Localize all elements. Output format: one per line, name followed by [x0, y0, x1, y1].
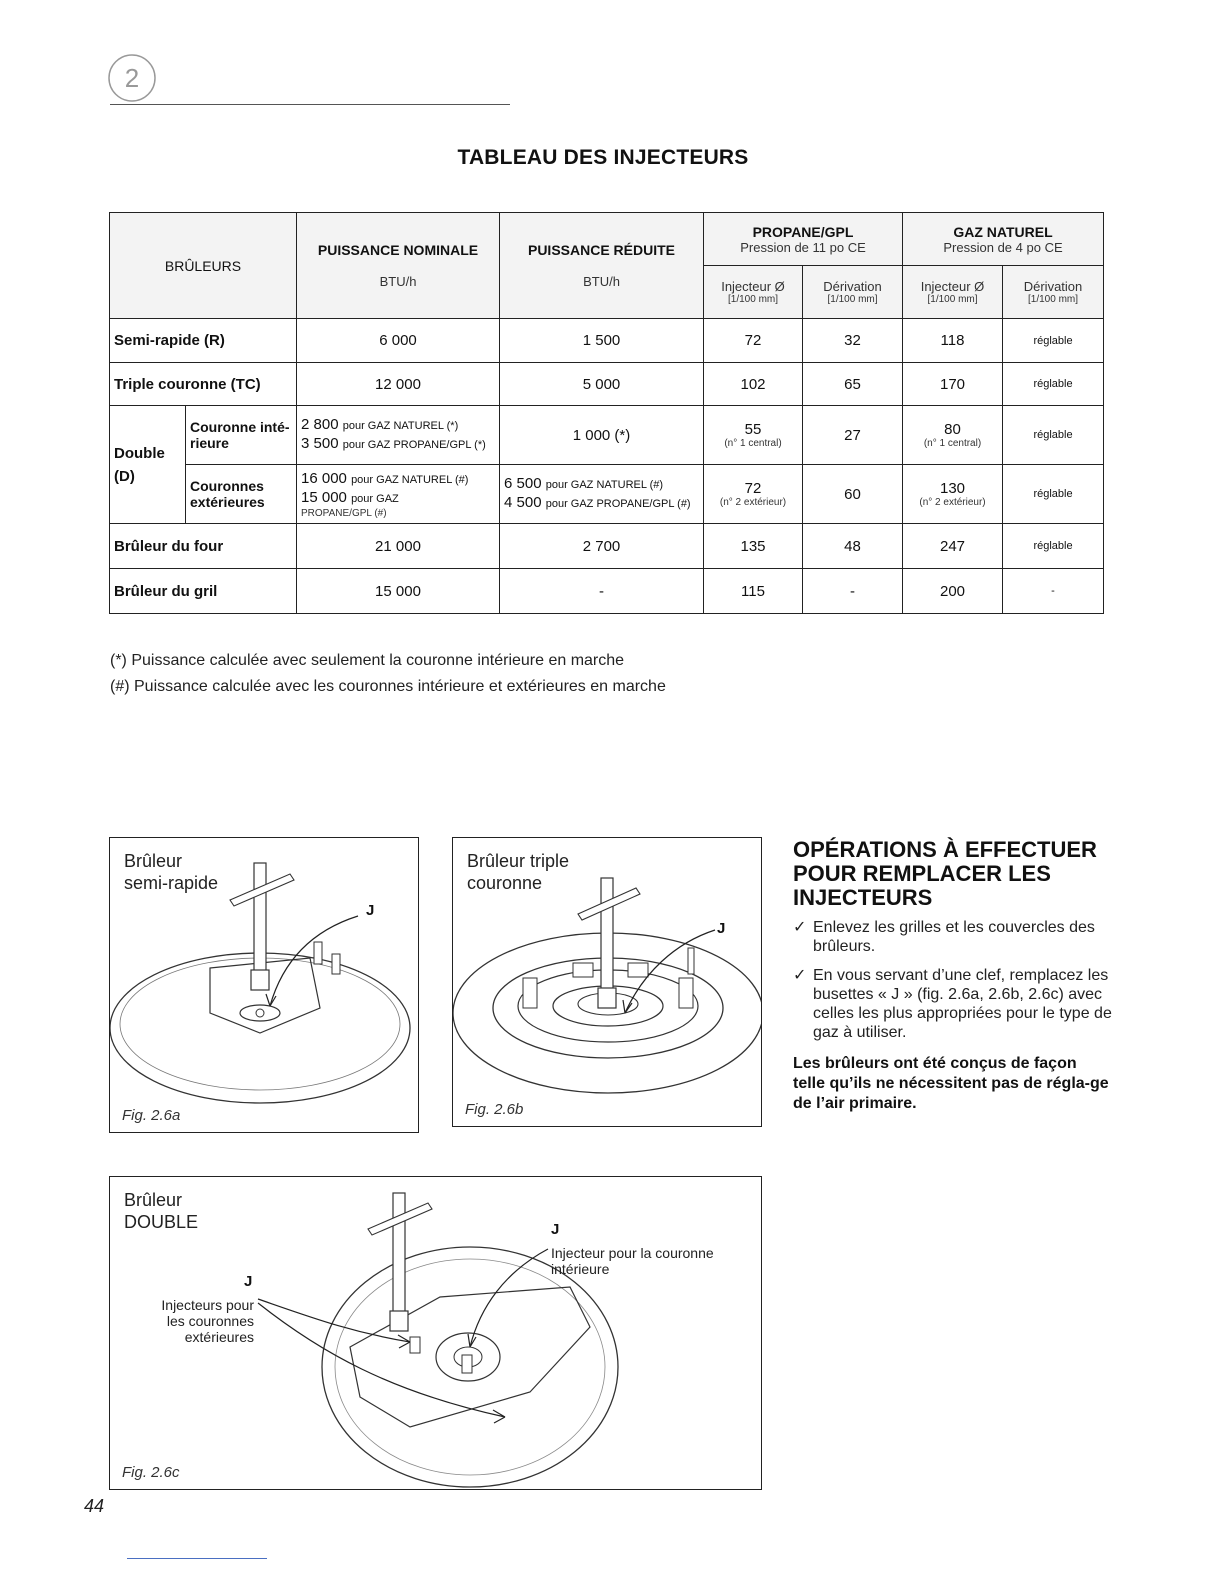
chapter-number: 2: [124, 63, 140, 93]
cell-nominal: 21 000: [297, 524, 500, 569]
note-star: (*) Puissance calculée avec seulement la couronne intérieure en marche: [110, 652, 625, 669]
value-note: (n° 2 extérieur): [719, 497, 787, 508]
chapter-rule: [110, 104, 510, 105]
figure-c-j-left: J: [244, 1273, 253, 1290]
cell-nominal: 15 000: [297, 569, 500, 614]
figure-c-right-label-1: Injecteur pour la couronne: [551, 1245, 714, 1261]
value: 2 800: [301, 416, 339, 433]
note-hash: (#) Puissance calculée avec les couronnes intérieure et extérieures en marche: [110, 678, 666, 695]
row-label-double-1: Double: [114, 444, 165, 462]
row-label: Brûleur du gril: [110, 569, 297, 614]
figure-2-6a: [109, 837, 419, 1133]
header-propane-bypass: [803, 266, 903, 319]
figure-b-j-label: J: [717, 920, 726, 937]
list-item: [793, 918, 1113, 956]
cell-natural-injector: 170: [903, 363, 1003, 406]
figure-c-right-label: [551, 1245, 714, 1277]
figure-c-left-label-2: les couronnes: [166, 1313, 254, 1329]
cell-propane-injector: 72: [704, 319, 803, 363]
row-sublabel-outer: Couronnes extérieures: [186, 465, 297, 524]
table-row: [110, 406, 1104, 465]
value: 4 500: [504, 494, 542, 511]
figure-c-left-label: [130, 1297, 254, 1345]
value-note: pour GAZ NATUREL (#): [351, 473, 469, 486]
footer-rule: [127, 1558, 267, 1559]
header-nominal-unit: BTU/h: [379, 274, 417, 289]
cell-propane-injector: [704, 465, 803, 524]
cell-reduced: 5 000: [500, 363, 704, 406]
cell-propane-injector: 135: [704, 524, 803, 569]
value-note: pour GAZ PROPANE/GPL (*): [342, 439, 486, 451]
cell-propane-injector: 102: [704, 363, 803, 406]
header-propane-bypass-unit: [1/100 mm]: [827, 294, 878, 305]
value-note: pour GAZ NATUREL (#): [545, 479, 664, 491]
header-natural-bypass-label: Dérivation: [1023, 279, 1083, 294]
cell-natural-bypass: -: [1003, 569, 1104, 614]
header-burners: BRÛLEURS: [110, 213, 297, 319]
row-label-double-2: (D): [114, 467, 135, 485]
step-text: Enlevez les grilles et les couvercles des brûleurs.: [813, 919, 1095, 955]
figure-a-title: [124, 850, 218, 894]
cell-natural-bypass: réglable: [1003, 465, 1104, 524]
header-nominal: [297, 213, 500, 319]
figure-b-title-2: couronne: [467, 873, 543, 893]
header-nominal-label: PUISSANCE NOMINALE: [317, 242, 479, 258]
value: 6 500: [504, 475, 542, 492]
operations-title: [793, 838, 1113, 910]
header-propane-injector-label: Injecteur Ø: [721, 279, 785, 294]
cell-propane-injector: [704, 406, 803, 465]
value: 130: [939, 480, 966, 497]
cell-natural-bypass: réglable: [1003, 406, 1104, 465]
operations-title-3: INJECTEURS: [793, 885, 933, 910]
operations-note: Les brûleurs ont été conçus de façon telle qu’ils ne nécessitent pas de régla-ge de l’air primaire.: [793, 1055, 1109, 1112]
value: 72: [744, 480, 762, 497]
value: 16 000: [301, 469, 347, 487]
header-propane-label: PROPANE/GPL: [752, 223, 854, 240]
operations-title-1: OPÉRATIONS À EFFECTUER: [793, 837, 1097, 862]
list-item: [793, 966, 1113, 1042]
header-natural: [903, 213, 1104, 266]
cell-propane-injector: 115: [704, 569, 803, 614]
cell-reduced: 2 700: [500, 524, 704, 569]
check-icon: ✓: [793, 967, 807, 984]
value-note: PROPANE/GPL (#): [301, 507, 387, 519]
header-propane-injector: [704, 266, 803, 319]
cell-natural-injector: 200: [903, 569, 1003, 614]
header-reduced-label: PUISSANCE RÉDUITE: [527, 242, 676, 258]
value-note: (n° 2 extérieur): [919, 497, 986, 508]
table-notes: [110, 648, 666, 700]
cell-nominal: [297, 406, 500, 465]
cell-natural-injector: 118: [903, 319, 1003, 363]
figure-a-j-label: J: [366, 902, 375, 919]
figure-c-right-label-2: intérieure: [551, 1261, 610, 1277]
cell-propane-bypass: 32: [803, 319, 903, 363]
table-title: TABLEAU DES INJECTEURS: [457, 146, 749, 169]
figure-a-title-1: Brûleur: [124, 851, 183, 871]
figure-c-j-right: J: [551, 1221, 560, 1238]
header-reduced-unit: BTU/h: [583, 274, 620, 289]
value: 15 000: [301, 488, 347, 506]
row-label: Semi-rapide (R): [110, 319, 297, 363]
header-reduced: [500, 213, 704, 319]
row-label: Triple couronne (TC): [110, 363, 297, 406]
header-natural-injector-unit: [1/100 mm]: [927, 294, 978, 305]
header-natural-injector-label: Injecteur Ø: [920, 279, 985, 294]
cell-reduced: 1 500: [500, 319, 704, 363]
table-row: [110, 524, 1104, 569]
header-natural-pressure: Pression de 4 po CE: [943, 239, 1063, 255]
figure-2-6c: [109, 1176, 762, 1490]
figure-c-title-1: Brûleur: [124, 1190, 183, 1210]
header-propane: [704, 213, 903, 266]
cell-nominal: 6 000: [297, 319, 500, 363]
row-label-double: [110, 406, 186, 524]
value: 55: [744, 421, 762, 438]
chapter-number-badge: [106, 52, 158, 104]
check-icon: ✓: [793, 919, 807, 936]
value: 3 500: [301, 435, 339, 452]
figure-c-left-label-3: extérieures: [184, 1329, 254, 1345]
cell-natural-injector: [903, 406, 1003, 465]
figure-c-left-label-1: Injecteurs pour: [161, 1297, 254, 1313]
step-text: En vous servant d’une clef, remplacez les busettes « J » (fig. 2.6a, 2.6b, 2.6c) avec celles les plus appropriées pour le type de gaz à utiliser.: [813, 967, 1112, 1041]
operations-title-2: POUR REMPLACER LES: [793, 861, 1051, 886]
injector-table: [109, 212, 1104, 614]
operations-steps: [793, 918, 1113, 1052]
cell-nominal: 12 000: [297, 363, 500, 406]
cell-propane-bypass: 60: [803, 465, 903, 524]
header-propane-bypass-label: Dérivation: [823, 279, 882, 294]
cell-natural-injector: 247: [903, 524, 1003, 569]
cell-propane-bypass: -: [803, 569, 903, 614]
page-number: 44: [84, 1496, 105, 1516]
figure-a-title-2: semi-rapide: [124, 873, 219, 893]
cell-natural-bypass: réglable: [1003, 319, 1104, 363]
header-natural-injector: [903, 266, 1003, 319]
header-natural-label: GAZ NATUREL: [953, 223, 1053, 240]
cell-reduced: [500, 465, 704, 524]
value-note: pour GAZ NATUREL (*): [342, 420, 459, 432]
header-natural-bypass: [1003, 266, 1104, 319]
table-row: [110, 319, 1104, 363]
table-row: [110, 465, 1104, 524]
header-natural-bypass-unit: [1/100 mm]: [1027, 294, 1079, 305]
figure-2-6b: [452, 837, 762, 1127]
cell-reduced: 1 000 (*): [500, 406, 704, 465]
row-label: Brûleur du four: [110, 524, 297, 569]
cell-natural-injector: [903, 465, 1003, 524]
value-note: (n° 1 central): [724, 438, 782, 449]
row-sublabel-inner: Couronne inté-rieure: [186, 406, 297, 465]
cell-nominal: [297, 465, 500, 524]
cell-reduced: -: [500, 569, 704, 614]
figure-c-title: [124, 1189, 198, 1233]
figure-c-caption: Fig. 2.6c: [122, 1464, 180, 1481]
value-note: pour GAZ PROPANE/GPL (#): [545, 498, 691, 510]
cell-propane-bypass: 48: [803, 524, 903, 569]
figure-c-title-2: DOUBLE: [124, 1212, 199, 1232]
cell-propane-bypass: 65: [803, 363, 903, 406]
header-propane-injector-unit: [1/100 mm]: [727, 294, 779, 305]
figure-b-title-1: Brûleur triple: [467, 851, 570, 871]
cell-natural-bypass: réglable: [1003, 363, 1104, 406]
table-row: [110, 569, 1104, 614]
value: 80: [944, 421, 961, 438]
value-note: (n° 1 central): [923, 438, 982, 449]
figure-b-caption: Fig. 2.6b: [465, 1101, 524, 1118]
header-propane-pressure: Pression de 11 po CE: [740, 239, 866, 255]
cell-propane-bypass: 27: [803, 406, 903, 465]
value-note: pour GAZ: [351, 492, 399, 505]
cell-natural-bypass: réglable: [1003, 524, 1104, 569]
table-row: [110, 363, 1104, 406]
figure-a-caption: Fig. 2.6a: [122, 1107, 181, 1124]
figure-b-title: [467, 850, 569, 894]
